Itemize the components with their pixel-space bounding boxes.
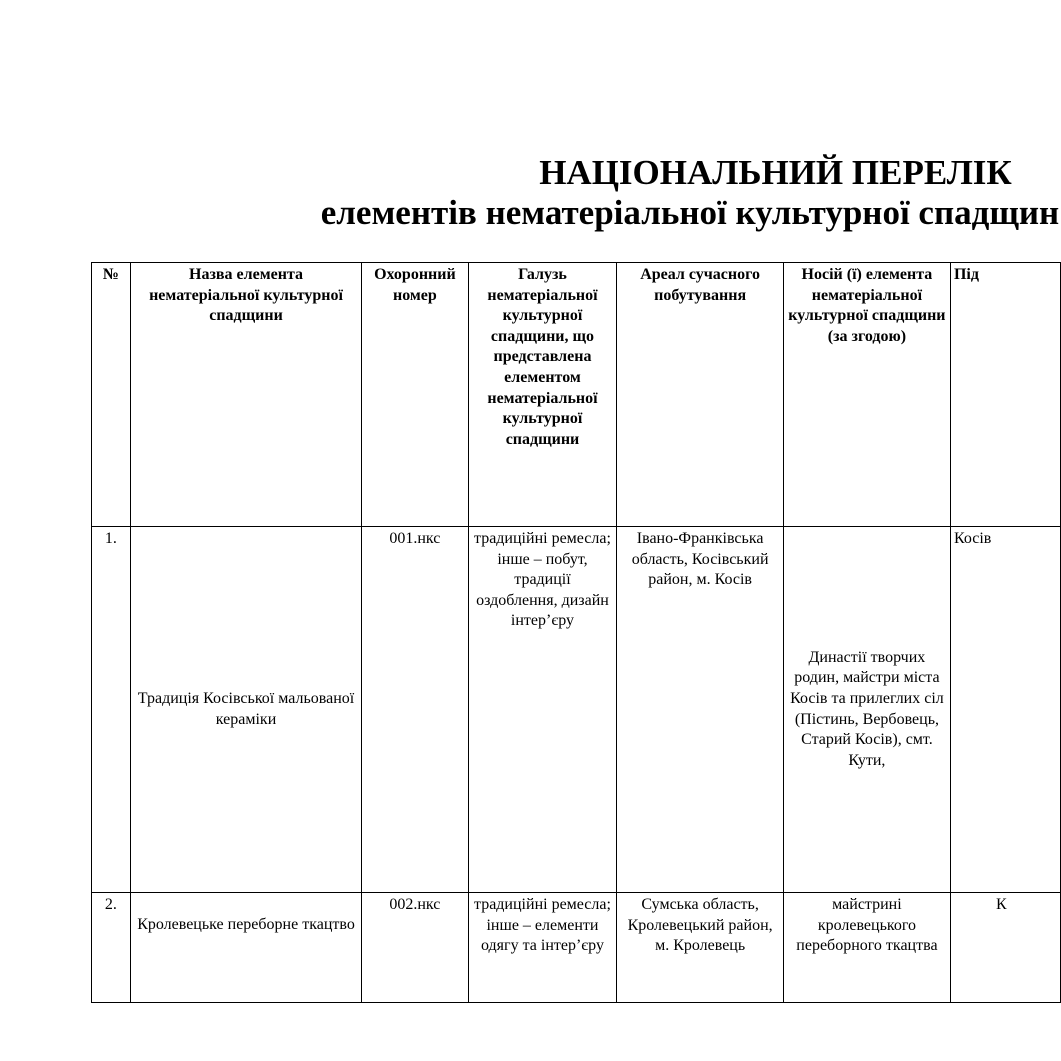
row-clipped-cell: Косів	[950, 527, 1060, 893]
header-number: №	[92, 263, 131, 527]
header-bearers: Носій (ї) елемента нематеріальної культурної спадщини (за згодою)	[783, 263, 950, 527]
row-bearers: майстрині кролевецького переборного ткацтва	[783, 893, 950, 1003]
header-domain: Галузь нематеріальної культурної спадщини, що представлена елементом нематеріальної культурної спадщини	[468, 263, 617, 527]
table-row	[92, 893, 1061, 1003]
row-area: Сумська область, Кролевецький район, м. Кролевець	[617, 893, 784, 1003]
row-number: 2.	[92, 893, 131, 1003]
row-number: 1.	[92, 527, 131, 893]
row-protection-number: 001.нкс	[362, 527, 468, 893]
row-element-name: Традиція Косівської мальованої кераміки	[130, 527, 361, 893]
header-area: Ареал сучасного побутування	[617, 263, 784, 527]
row-protection-number: 002.нкс	[362, 893, 468, 1003]
header-clipped: Під	[950, 263, 1060, 527]
table-row	[92, 527, 1061, 893]
document-title: НАЦІОНАЛЬНИЙ ПЕРЕЛІК	[539, 153, 1012, 192]
row-area: Івано-Франківська область, Косівський район, м. Косів	[617, 527, 784, 893]
document-subtitle: елементів нематеріальної культурної спадщин	[320, 193, 1060, 232]
header-protection-number: Охоронний номер	[362, 263, 468, 527]
heritage-table	[91, 262, 1061, 1003]
table-header-row	[92, 263, 1061, 527]
header-element-name: Назва елемента нематеріальної культурної спадщини	[130, 263, 361, 527]
row-domain: традиційні ремесла; інше – елементи одягу та інтер’єру	[468, 893, 617, 1003]
row-element-name: Кролевецьке переборне ткацтво	[130, 893, 361, 1003]
row-clipped-cell: К	[950, 893, 1060, 1003]
row-bearers: Династії творчих родин, майстри міста Косів та прилеглих сіл (Пістинь, Вербовець, Старий Косів), смт. Кути,	[783, 527, 950, 893]
row-domain: традиційні ремесла; інше – побут, традиції оздоблення, дизайн інтер’єру	[468, 527, 617, 893]
